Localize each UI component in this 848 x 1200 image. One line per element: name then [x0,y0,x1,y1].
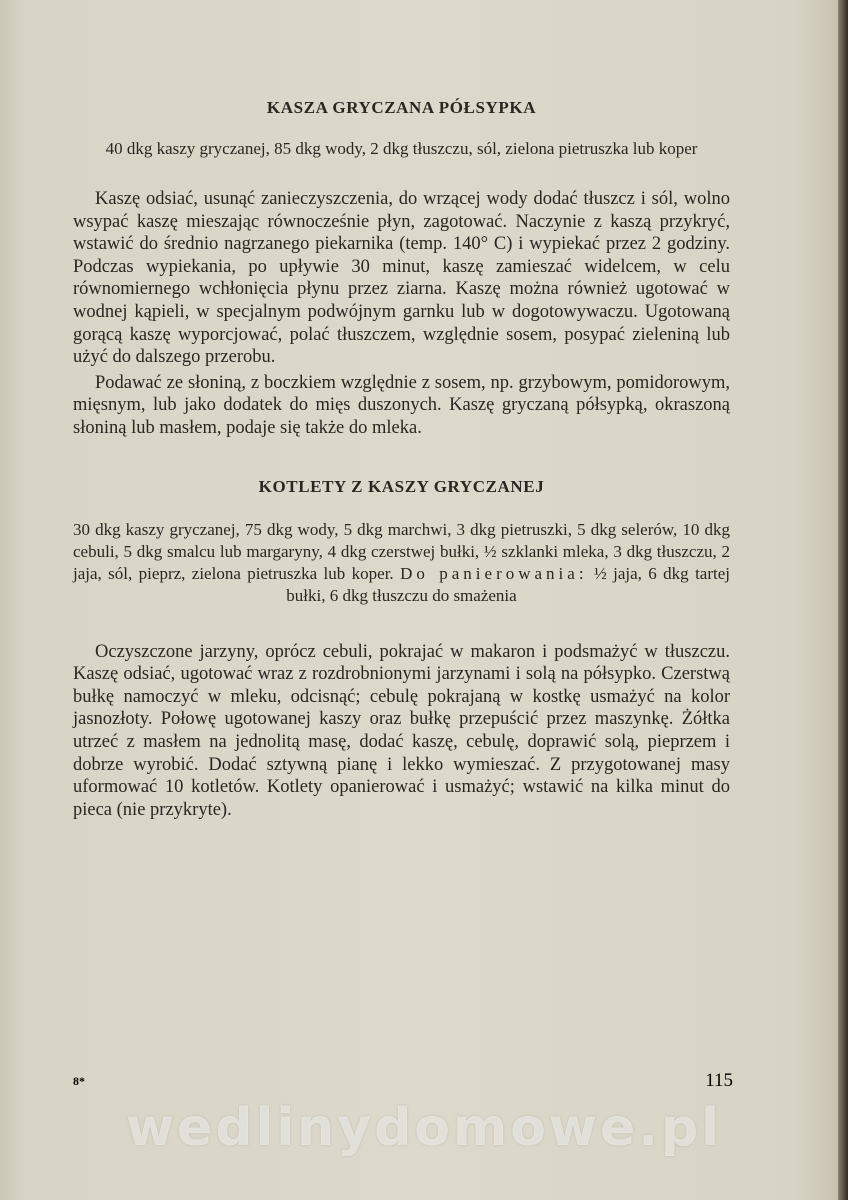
recipe-1-ingredients: 40 dkg kaszy gryczanej, 85 dkg wody, 2 dkg tłuszczu, sól, zielona pietruszka lub koper [105,139,698,158]
recipe-2-instructions: Oczyszczone jarzyny, oprócz cebuli, pokrajać w makaron i podsmażyć w tłuszczu. Kaszę odsiać, ugotować wraz z rozdrobnionymi jarzynami i solą na półsypko. Czerstwą bułkę namoczyć w mleku, odcisnąć; cebulę pokrajaną w kostkę usmażyć na kolor jasnozłoty. Połowę ugotowanej kaszy oraz bułkę przepuścić przez maszynkę. Żółtka utrzeć z masłem na jednolitą masę, dodać kaszę, cebulę, doprawić solą, pieprzem i dobrze wyrobić. Dodać sztywną pianę i lekko wymieszać. Z przygotowanej masy uformować 10 kotletów. Kotlety opanierować i usmażyć; wstawić na kilka minut do pieca (nie przykryte). [73,641,730,820]
watermark: wedlinydomowe.pl [125,1098,723,1158]
recipe-2-ingredients: 30 dkg kaszy gryczanej, 75 dkg wody, 5 dkg marchwi, 3 dkg pietruszki, 5 dkg selerów, 10 dkg cebuli, 5 dkg smalcu lub margaryny, 4 dkg czerstwej bułki, ½ szklanki mleka, 3 dkg tłuszczu, 2 jaja, sól, pieprz, zielona pietruszka lub koper. [73,519,730,583]
page-footer [73,1070,733,1100]
recipe-1-serving-notes: Podawać ze słoniną, z boczkiem względnie z sosem, np. grzybowym, pomidorowym, mięsnym, lub jako dodatek do mięs duszonych. Kaszę gryczaną półsypką, okraszoną słoniną lub masłem, podaje się także do mleka. [73,372,730,438]
recipe-1-title: KASZA GRYCZANA PÓŁSYPKA [266,98,537,117]
page-edge-shadow [838,0,848,1200]
recipe-2-ingredients-block [73,519,730,607]
printer-signature-mark: 8* [73,1074,85,1088]
recipe-2-title: KOTLETY Z KASZY GRYCZANEJ [258,476,545,496]
recipe-2-breading: ½ jaja, 6 dkg tartej bułki, 6 dkg tłuszczu do smażenia [286,563,730,605]
recipe-2-breading-label: Do panierowania: [400,563,588,583]
page-number: 115 [705,1070,733,1091]
page-content [73,90,730,821]
recipe-1-instructions: Kaszę odsiać, usunąć zanieczyszczenia, do wrzącej wody dodać tłuszcz i sól, wolno wsypać kaszę mieszając równocześnie płyn, zagotować. Naczynie z kaszą przykryć, wstawić do średnio nagrzanego piekarnika (temp. 140° C) i wypiekać przez 2 godziny. Podczas wypiekania, po upływie 30 minut, kaszę zamieszać widelcem, w celu równomiernego wchłonięcia płynu przez ziarna. Kaszę można również ugotować w wodnej kąpieli, w specjalnym podwójnym garnku lub w dogotowywaczu. Ugotowaną gorącą kaszę wyporcjować, polać tłuszczem, względnie sosem, posypać zieleniną lub użyć do dalszego przerobu. [73,189,730,368]
